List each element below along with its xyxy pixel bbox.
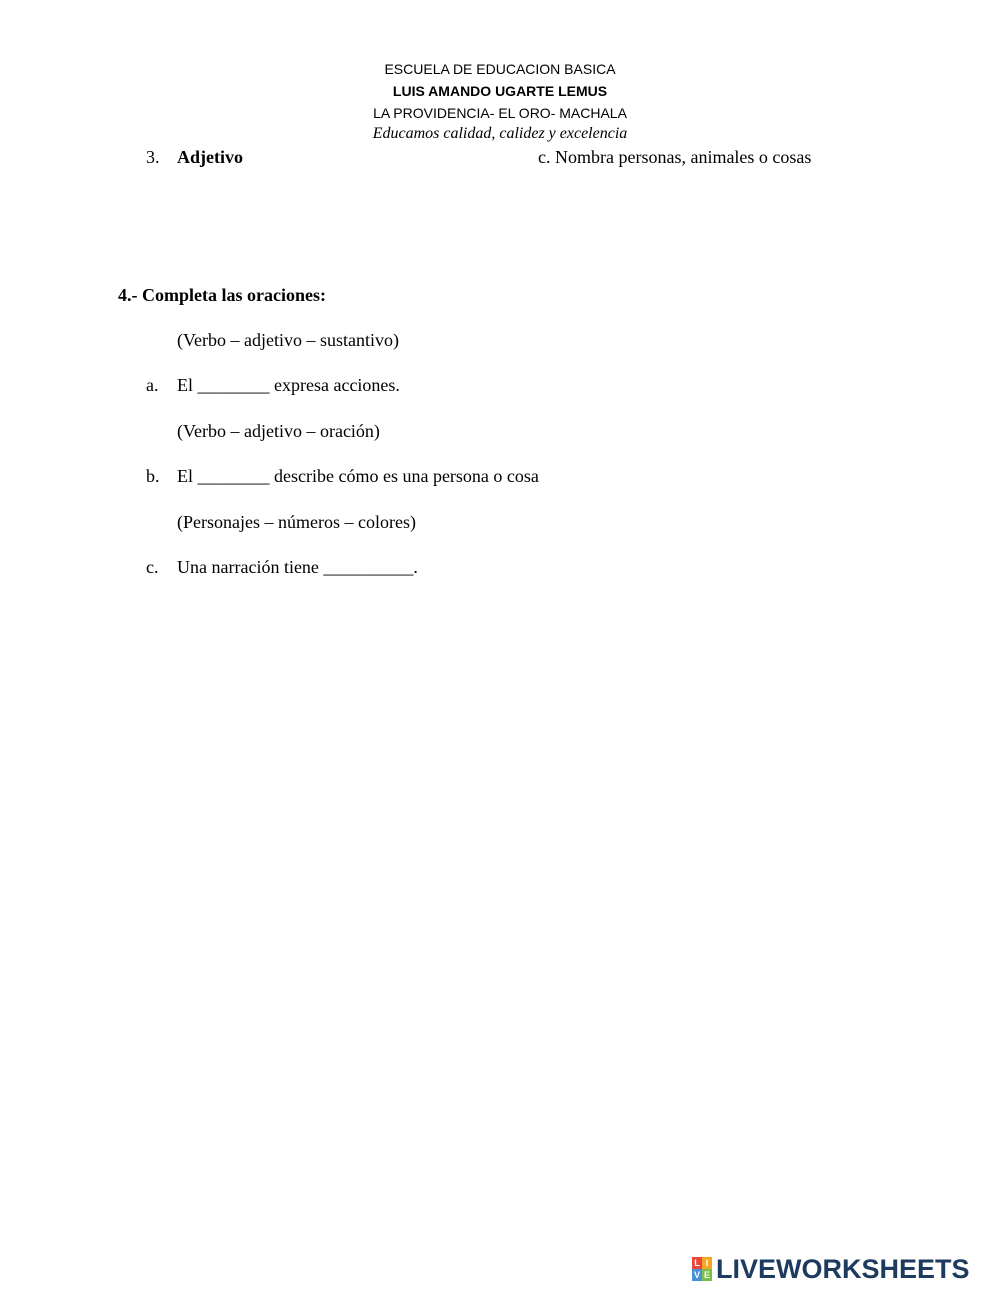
logo-text: LIVEWORKSHEETS: [716, 1254, 970, 1284]
item-letter-b: b.: [146, 466, 160, 486]
sentence-b: El ________ describe cómo es una persona o cosa: [177, 466, 539, 486]
options-b: (Verbo – adjetivo – oración): [177, 421, 380, 441]
sentence-a: El ________ expresa acciones.: [177, 375, 400, 395]
item-letter-a: a.: [146, 375, 159, 395]
item-letter-c: c.: [146, 557, 159, 577]
options-a: (Verbo – adjetivo – sustantivo): [177, 330, 399, 350]
school-motto: Educamos calidad, calidez y excelencia: [372, 125, 628, 142]
logo-mark-i: I: [702, 1257, 712, 1269]
liveworksheets-logo: [692, 1256, 970, 1282]
matching-term: Adjetivo: [177, 147, 243, 167]
matching-definition: c. Nombra personas, animales o cosas: [538, 147, 812, 167]
liveworksheets-logo-icon: [692, 1257, 712, 1281]
school-type: ESCUELA DE EDUCACION BASICA: [384, 61, 616, 77]
options-c: (Personajes – números – colores): [177, 512, 416, 532]
matching-number: 3.: [146, 147, 160, 167]
logo-mark-l: L: [692, 1257, 702, 1269]
school-name: LUIS AMANDO UGARTE LEMUS: [392, 83, 608, 99]
logo-mark-e: E: [703, 1270, 710, 1280]
school-location: LA PROVIDENCIA- EL ORO- MACHALA: [373, 105, 627, 121]
section-title: 4.- Completa las oraciones:: [118, 285, 326, 305]
logo-mark-v: V: [693, 1270, 700, 1280]
sentence-c: Una narración tiene __________.: [177, 557, 418, 577]
